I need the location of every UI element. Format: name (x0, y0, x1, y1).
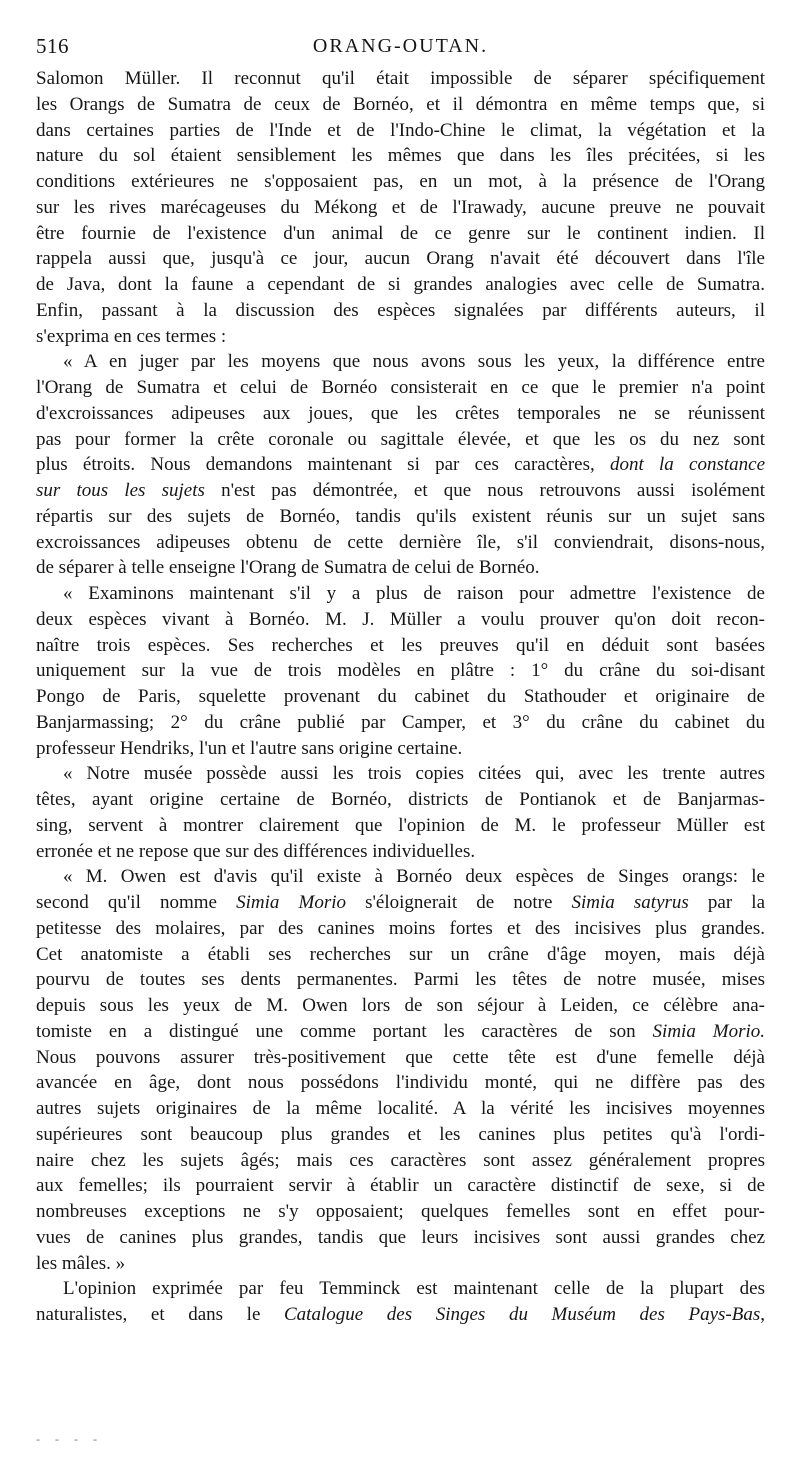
text-segment: « M. Owen est d'avis qu'il existe à Bornéo deux espèces de Singes orangs: le (63, 866, 765, 888)
text-line (36, 375, 765, 401)
text-segment: professeur Hendriks, l'un et l'autre sans origine certaine. (36, 737, 463, 759)
text-segment: être fournie de l'existence d'un animal de ce genre sur le continent indien. Il (36, 222, 765, 244)
text-segment: têtes, ayant origine certaine de Bornéo, districts de Pontianok et de Banjarmas- (36, 789, 765, 810)
text-line (36, 1251, 765, 1277)
text-line (36, 916, 765, 942)
text-line (36, 92, 765, 118)
text-segment: répartis sur des sujets de Bornéo, tandis qu'ils existent réunis sur un sujet sans (36, 505, 765, 527)
italic-text: Simia Morio. (652, 1020, 765, 1042)
running-title: ORANG-OUTAN. (312, 35, 489, 57)
text-segment: avancée en âge, dont nous possédons l'individu monté, qui ne diffère pas des (36, 1072, 765, 1094)
running-head (36, 30, 765, 62)
text-segment: naître trois espèces. Ses recherches et les preuves qu'il en déduit sont basées (36, 634, 765, 656)
text-line (36, 658, 765, 684)
text-line (36, 864, 765, 890)
text-line (36, 452, 765, 478)
text-segment: Pongo de Paris, squelette provenant du cabinet du Stathouder et originaire de (36, 686, 765, 707)
text-line (36, 478, 765, 504)
text-line (36, 761, 765, 787)
text-line (36, 169, 765, 195)
text-line (36, 710, 765, 736)
text-segment: pas pour former la crête coronale ou sagittale élevée, et que les os du nez sont (36, 428, 765, 450)
text-segment: n'est pas démontrée, et que nous retrouvons aussi isolément (204, 480, 765, 501)
text-segment: par la (688, 892, 766, 913)
text-segment: « Examinons maintenant s'il y a plus de raison pour admettre l'existence de (63, 583, 765, 604)
text-segment: s'éloignerait de notre (346, 892, 572, 913)
text-line (36, 143, 765, 169)
text-line (36, 1148, 765, 1174)
text-line (36, 633, 765, 659)
text-segment: Enfin, passant à la discussion des espèces signalées par différents auteurs, il (36, 299, 765, 321)
text-segment: les Orangs de Sumatra de ceux de Bornéo, et il démontra en même temps que, si (36, 93, 765, 115)
text-line (36, 1019, 765, 1045)
text-segment: Banjarmassing; 2° du crâne publié par Camper, et 3° du crâne du cabinet du (36, 711, 765, 733)
text-line (36, 349, 765, 375)
text-segment: autres sujets originaires de la même localité. A la vérité les incisives moyennes (36, 1098, 765, 1119)
text-segment: de séparer à telle enseigne l'Orang de Sumatra de celui de Bornéo. (36, 557, 540, 579)
text-segment: plus étroits. Nous demandons maintenant si par ces caractères, (36, 454, 610, 476)
text-line (36, 118, 765, 144)
text-segment: L'opinion exprimée par feu Temminck est maintenant celle de la plupart des (63, 1278, 765, 1300)
text-line (36, 581, 765, 607)
text-segment: depuis sous les yeux de M. Owen lors de son séjour à Leiden, ce célèbre ana- (36, 995, 765, 1016)
text-line (36, 1096, 765, 1122)
text-segment: Nous pouvons assurer très-positivement que cette tête est d'une femelle déjà (36, 1046, 765, 1068)
text-line (36, 504, 765, 530)
text-segment: de Java, dont la faune a cependant de si grandes analogies avec celle de Sumatra. (36, 274, 765, 295)
text-line (36, 1122, 765, 1148)
text-segment: erronée et ne repose que sur des différences individuelles. (36, 840, 476, 862)
text-segment: supérieures sont beaucoup plus grandes et les canines plus petites qu'à l'ordi- (36, 1123, 765, 1145)
text-segment: tomiste en a distingué une comme portant les caractères de son (36, 1020, 653, 1042)
text-line (36, 607, 765, 633)
text-line (36, 427, 765, 453)
text-line (36, 246, 765, 272)
text-segment: nombreuses exceptions ne s'y opposaient; quelques femelles sont en effet pour- (36, 1201, 765, 1222)
text-segment: excroissances adipeuses obtenu de cette dernière île, s'il conviendrait, disons-nous, (36, 531, 765, 553)
footer-marks: - - - - (36, 1432, 103, 1446)
text-segment: dans certaines parties de l'Inde et de l'Indo-Chine le climat, la végétation et la (36, 119, 765, 141)
text-segment: nature du sol étaient sensiblement les mêmes que dans les îles précitées, si les (36, 145, 765, 167)
text-line (36, 684, 765, 710)
text-segment: vues de canines plus grandes, tandis que leurs incisives sont aussi grandes chez (36, 1226, 765, 1248)
text-line (36, 787, 765, 813)
text-line (36, 530, 765, 556)
text-segment: conditions extérieures ne s'opposaient pas, en un mot, à la présence de l'Orang (36, 171, 765, 192)
text-line (36, 324, 765, 350)
page-number: 516 (36, 34, 69, 58)
text-segment: naire chez les sujets âgés; mais ces caractères sont assez généralement propres (36, 1149, 765, 1171)
italic-text: dont la constance (610, 454, 766, 476)
text-segment: pourvu de toutes ses dents permanentes. Parmi les têtes de notre musée, mises (36, 969, 765, 991)
body-text (36, 66, 765, 1328)
text-line (36, 1070, 765, 1096)
text-line (36, 890, 765, 916)
text-line (36, 839, 765, 865)
text-segment: second qu'il nomme (36, 892, 237, 913)
text-line (36, 272, 765, 298)
text-line (36, 942, 765, 968)
italic-text: Simia satyrus (571, 892, 689, 913)
text-segment: Cet anatomiste a établi ses recherches sur un crâne d'âge moyen, mais déjà (36, 943, 765, 965)
text-segment: s'exprima en ces termes : (36, 325, 227, 347)
text-line (36, 555, 765, 581)
text-line (36, 967, 765, 993)
text-segment: uniquement sur la vue de trois modèles en plâtre : 1° du crâne du soi-disant (36, 660, 765, 682)
text-line (36, 221, 765, 247)
text-line (36, 813, 765, 839)
text-segment: aux femelles; ils pourraient servir à établir un caractère distinctif de sexe, si de (36, 1175, 765, 1197)
italic-text: Catalogue des Singes du Muséum des Pays-Bas (284, 1304, 761, 1325)
text-line (36, 1276, 765, 1302)
text-line (36, 298, 765, 324)
text-line (36, 1045, 765, 1071)
text-segment: sur les rives marécageuses du Mékong et de l'Irawady, aucune preuve ne pouvait (36, 196, 765, 218)
text-line (36, 401, 765, 427)
text-line (36, 1173, 765, 1199)
text-segment: , (760, 1304, 766, 1325)
text-line (36, 1302, 765, 1328)
text-line (36, 1225, 765, 1251)
text-segment: d'excroissances adipeuses aux joues, que les crêtes temporales ne se réunissent (36, 402, 765, 424)
text-segment: deux espèces vivant à Bornéo. M. J. Müller a voulu prouver qu'on doit recon- (36, 608, 765, 630)
text-line (36, 195, 765, 221)
italic-text: sur tous les sujets (36, 480, 205, 501)
text-segment: les mâles. » (36, 1252, 126, 1274)
book-page (36, 30, 765, 1328)
italic-text: Simia Morio (236, 892, 346, 913)
text-segment: naturalistes, et dans le (36, 1304, 284, 1325)
text-segment: Salomon Müller. Il reconnut qu'il était impossible de séparer spécifiquement (36, 68, 765, 89)
text-line (36, 1199, 765, 1225)
text-line (36, 66, 765, 92)
text-segment: rappela aussi que, jusqu'à ce jour, aucun Orang n'avait été découvert dans l'île (36, 248, 765, 270)
text-line (36, 993, 765, 1019)
text-segment: petitesse des molaires, par des canines moins fortes et des incisives plus grandes. (36, 917, 765, 939)
text-segment: « Notre musée possède aussi les trois copies citées qui, avec les trente autres (63, 763, 765, 785)
text-segment: sing, servent à montrer clairement que l'opinion de M. le professeur Müller est (36, 814, 765, 836)
text-segment: « A en juger par les moyens que nous avons sous les yeux, la différence entre (63, 351, 765, 373)
text-segment: l'Orang de Sumatra et celui de Bornéo consisterait en ce que le premier n'a point (36, 377, 765, 398)
text-line (36, 736, 765, 762)
